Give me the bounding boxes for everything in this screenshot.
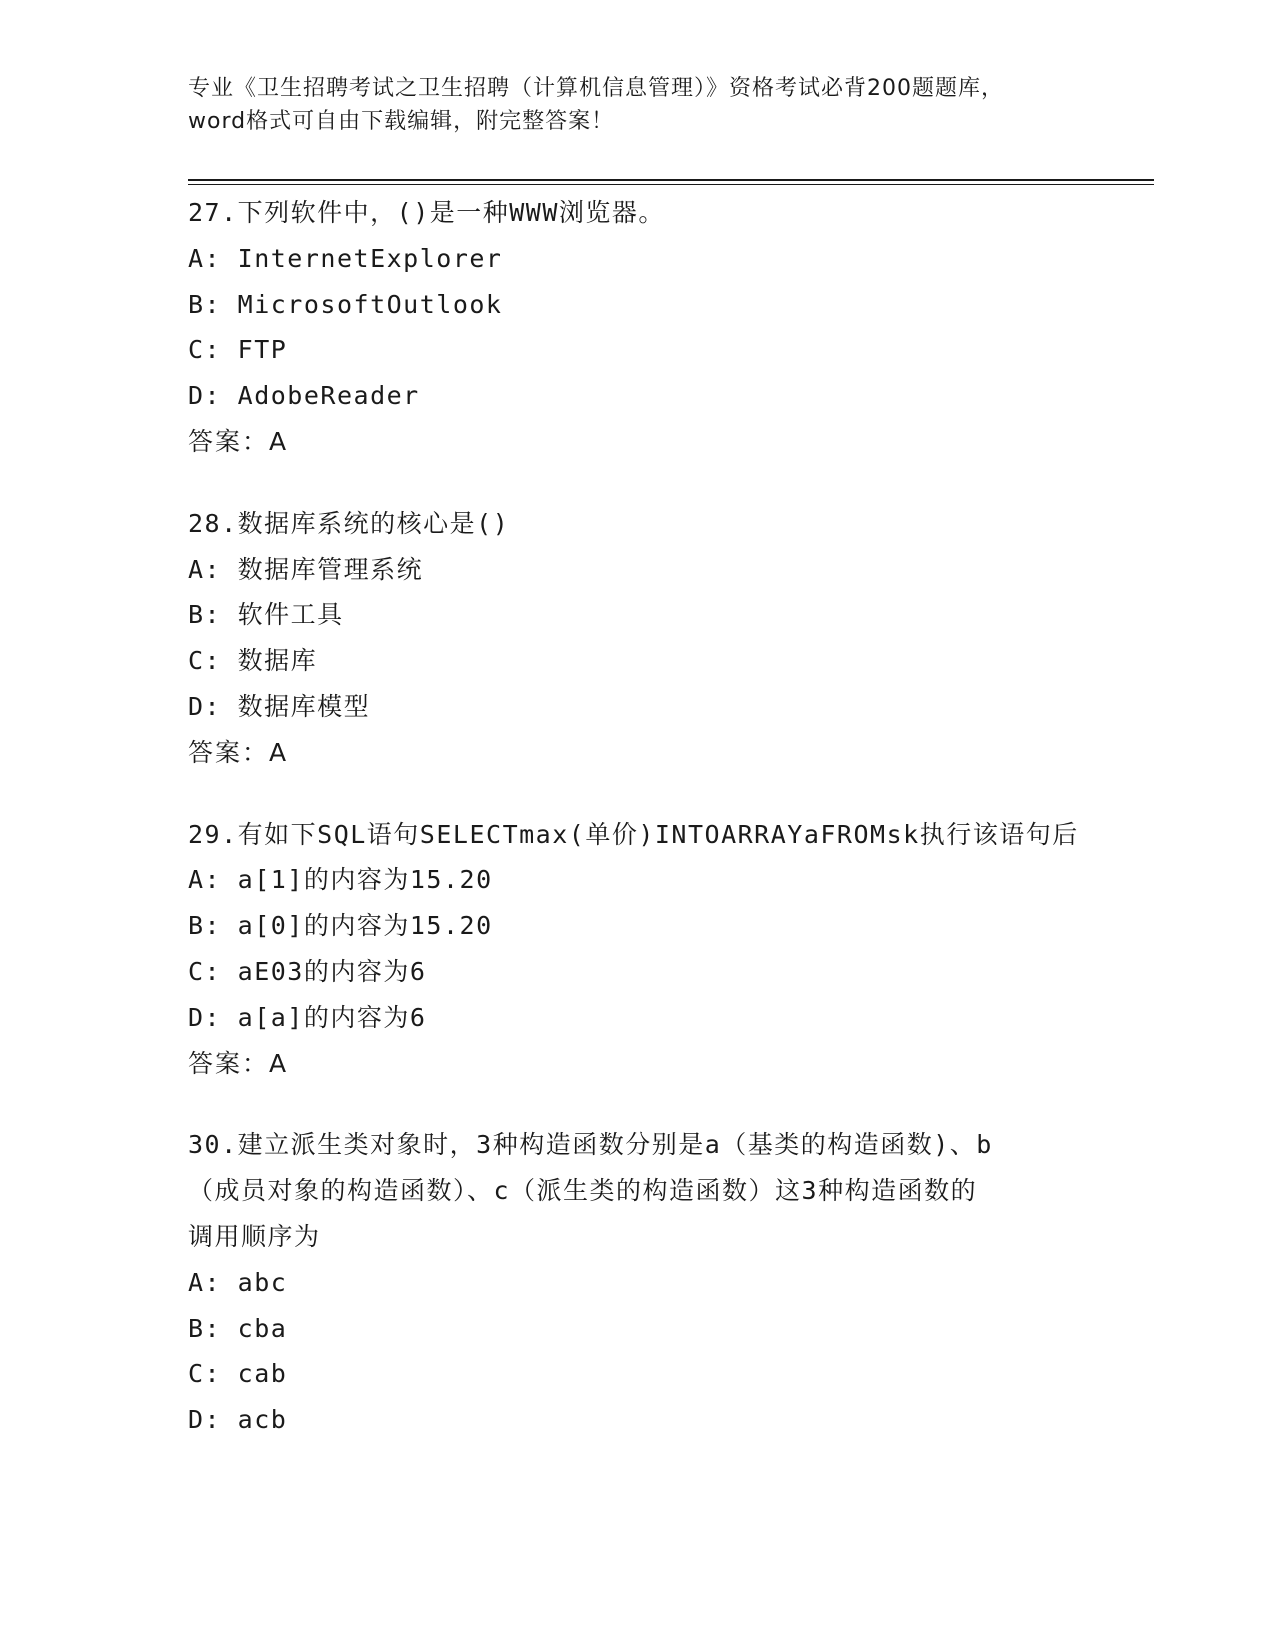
answer-label: 答案：A (188, 426, 289, 456)
option-b: B: a[0]的内容为15.20 (188, 911, 493, 941)
option-c: C: aE03的内容为6 (188, 956, 427, 986)
option-d: D: acb (188, 1405, 288, 1435)
question-stem: 27.下列软件中，()是一种WWW浏览器。 (188, 198, 665, 227)
question-27 (188, 190, 1088, 465)
option-b: B: cba (188, 1313, 288, 1343)
question-stem-line-1: 30.建立派生类对象时，3种构造函数分别是a（基类的构造函数)、b (188, 1130, 993, 1160)
question-stem-line-3: 调用顺序为 (188, 1221, 321, 1251)
question-list (188, 190, 1088, 1479)
answer-label: 答案：A (188, 737, 289, 767)
header-line-2: word格式可自由下载编辑，附完整答案！ (188, 109, 615, 134)
header-line-1: 专业《卫生招聘考试之卫生招聘（计算机信息管理）》资格考试必背200题题库， (188, 76, 1004, 101)
question-28 (188, 501, 1088, 776)
header-divider-thin (188, 184, 1154, 185)
option-c: C: 数据库 (188, 646, 318, 676)
answer-label: 答案：A (188, 1048, 289, 1078)
document-header (188, 72, 1088, 138)
question-30 (188, 1122, 1088, 1443)
header-divider-thick (188, 179, 1154, 181)
option-a: A: InternetExplorer (188, 243, 503, 273)
option-a: A: abc (188, 1267, 288, 1297)
option-d: D: AdobeReader (188, 381, 420, 411)
question-stem-line-2: （成员对象的构造函数）、c（派生类的构造函数）这3种构造函数的 (188, 1176, 978, 1206)
option-b: B: 软件工具 (188, 600, 344, 630)
option-a: A: a[1]的内容为15.20 (188, 865, 493, 895)
option-d: D: a[a]的内容为6 (188, 1002, 427, 1032)
option-c: C: FTP (188, 335, 288, 365)
question-29 (188, 812, 1088, 1087)
option-a: A: 数据库管理系统 (188, 554, 424, 584)
question-stem: 28.数据库系统的核心是() (188, 508, 510, 538)
option-b: B: MicrosoftOutlook (188, 289, 503, 319)
question-stem: 29.有如下SQL语句SELECTmax(单价)INTOARRAYaFROMsk执行该语句后 (188, 819, 1079, 849)
option-c: C: cab (188, 1359, 288, 1389)
option-d: D: 数据库模型 (188, 691, 371, 721)
